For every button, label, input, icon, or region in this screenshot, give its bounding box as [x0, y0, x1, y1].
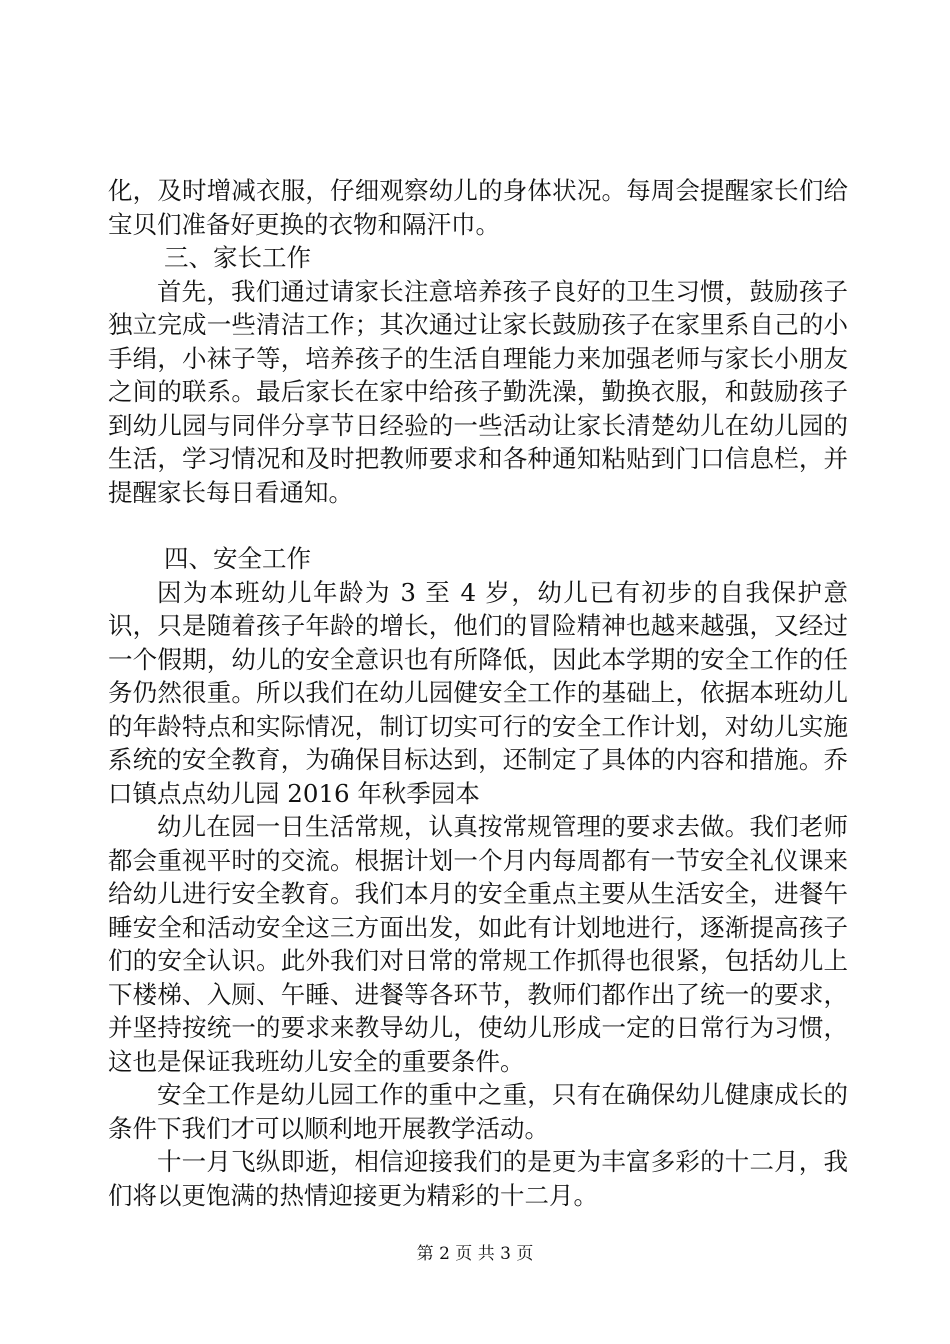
paragraph-parents-work: 首先，我们通过请家长注意培养孩子良好的卫生习惯，鼓励孩子独立完成一些清洁工作；其次通过让家长鼓励孩子在家里系自己的小手绢，小袜子等，培养孩子的生活自理能力来加强老师与家长小朋友之间的联系。最后家长在家中给孩子勤洗澡，勤换衣服，和鼓励孩子到幼儿园与同伴分享节日经验的一些活动让家长清楚幼儿在幼儿园的生活，学习情况和及时把教师要求和各种通知粘贴到门口信息栏，并提醒家长每日看通知。: [108, 276, 848, 507]
page-number-footer: 第 2 页 共 3 页: [416, 1244, 534, 1264]
paragraph-spacer: [108, 509, 848, 542]
document-body: [108, 174, 848, 1212]
paragraph-daily-routine: 幼儿在园一日生活常规，认真按常规管理的要求去做。我们老师都会重视平时的交流。根据计划一个月内每周都有一节安全礼仪课来给幼儿进行安全教育。我们本月的安全重点主要从生活安全，进餐午睡安全和活动安全这三方面出发，如此有计划地进行，逐渐提高孩子们的安全认识。此外我们对日常的常规工作抓得也很紧，包括幼儿上下楼梯、入厕、午睡、进餐等各环节，教师们都作出了统一的要求，并坚持按统一的要求来教导幼儿，使幼儿形成一定的日常行为习惯，这也是保证我班幼儿安全的重要条件。: [108, 812, 848, 1076]
paragraph-safety-priority: 安全工作是幼儿园工作的重中之重，只有在确保幼儿健康成长的条件下我们才可以顺利地开展教学活动。: [108, 1080, 848, 1143]
paragraph-closing: 十一月飞纵即逝，相信迎接我们的是更为丰富多彩的十二月，我们将以更饱满的热情迎接更为精彩的十二月。: [108, 1147, 848, 1210]
section-heading-safety-work: 四、安全工作: [164, 544, 311, 573]
paragraph-continued: 化，及时增减衣服，仔细观察幼儿的身体状况。每周会提醒家长们给宝贝们准备好更换的衣物和隔汗巾。: [108, 176, 848, 239]
section-heading-parents-work: 三、家长工作: [164, 243, 311, 272]
paragraph-safety-intro: 因为本班幼儿年龄为 3 至 4 岁，幼儿已有初步的自我保护意识，只是随着孩子年龄的增长，他们的冒险精神也越来越强，又经过一个假期，幼儿的安全意识也有所降低，因此本学期的安全工作的任务仍然很重。所以我们在幼儿园健安全工作的基础上，依据本班幼儿的年龄特点和实际情况，制订切实可行的安全工作计划，对幼儿实施系统的安全教育，为确保目标达到，还制定了具体的内容和措施。乔口镇点点幼儿园 2016 年秋季园本: [108, 577, 848, 808]
